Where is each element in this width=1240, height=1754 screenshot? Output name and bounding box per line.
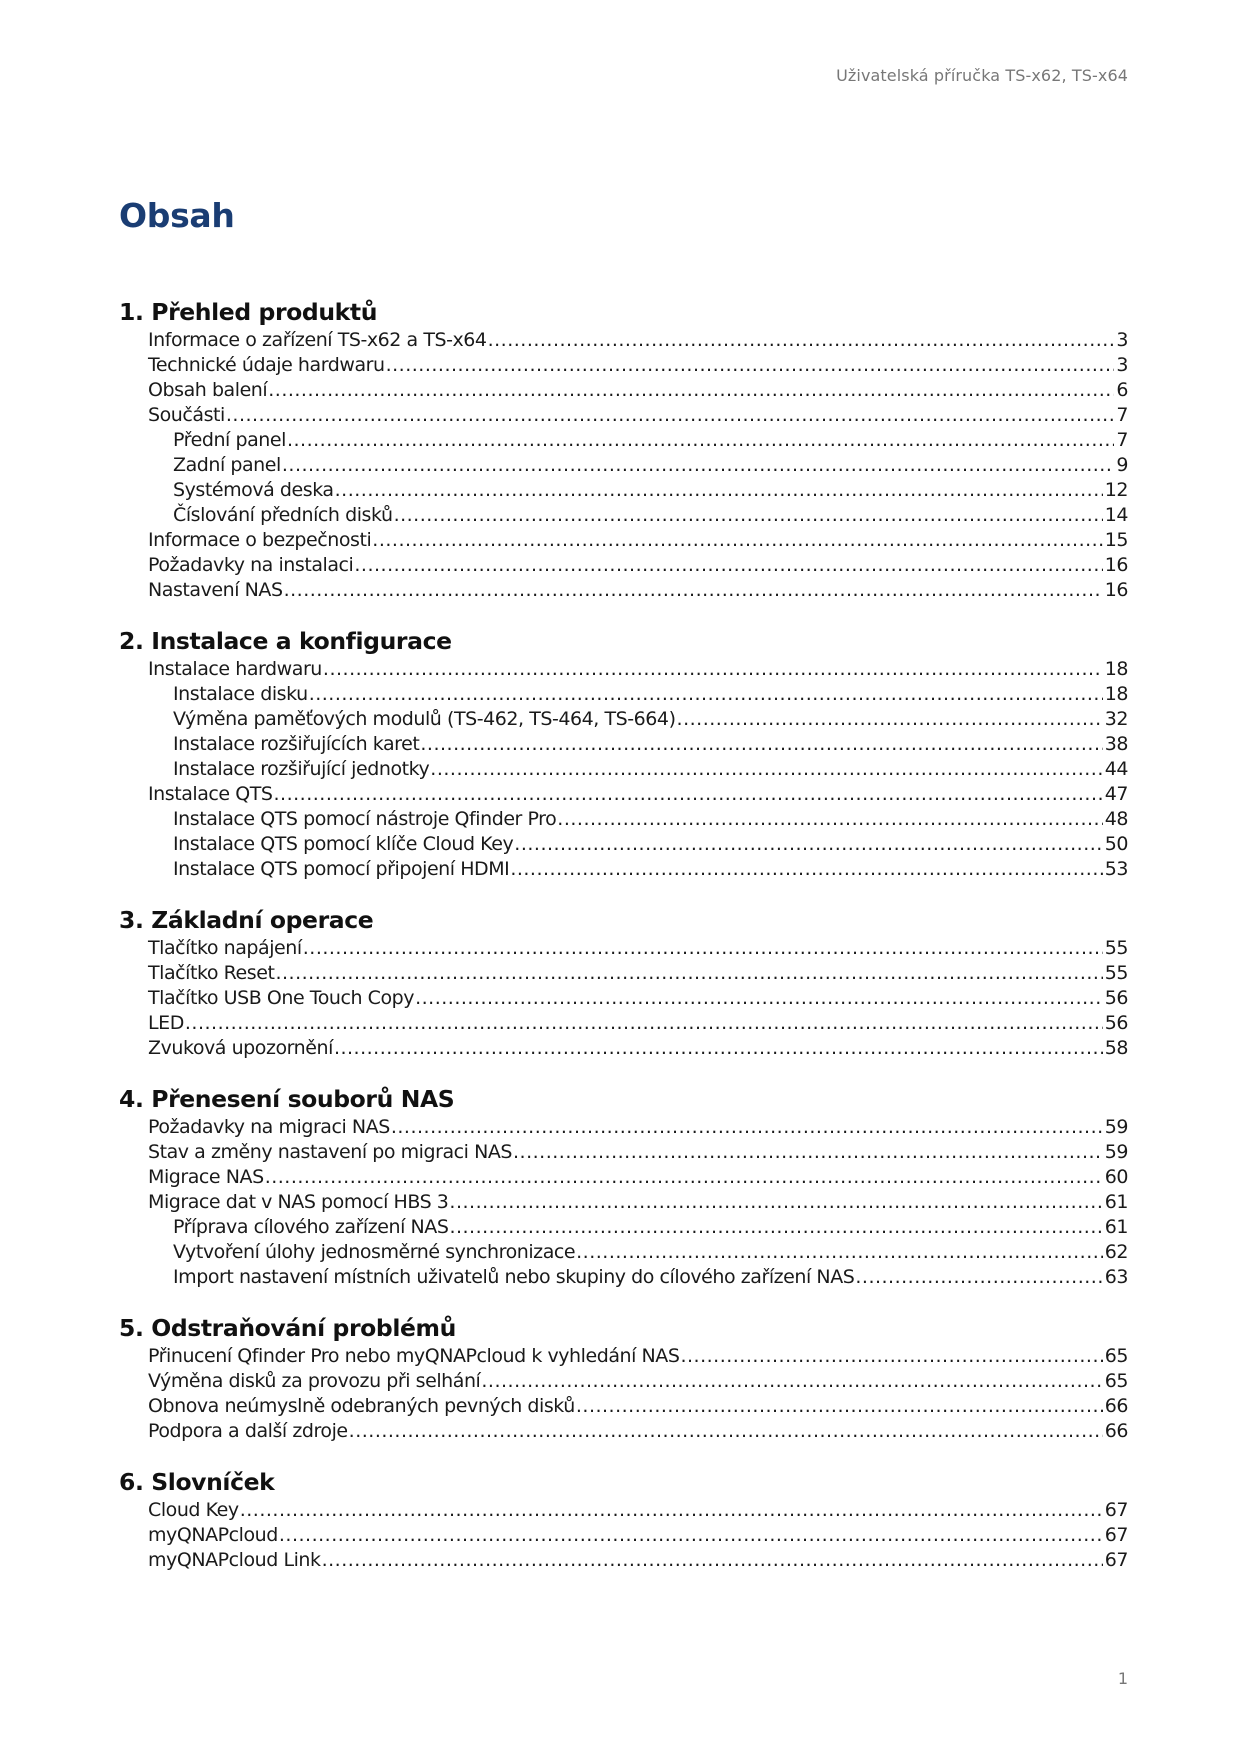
dot-leader: [322, 1548, 1103, 1573]
dot-leader: [514, 832, 1102, 857]
toc-entry[interactable]: [119, 986, 1128, 1011]
toc-page-number: 16: [1104, 554, 1128, 576]
dot-leader: [557, 807, 1102, 832]
toc-entry-label: Instalace disku: [173, 683, 308, 705]
dot-leader: [335, 478, 1103, 503]
dot-leader: [287, 428, 1114, 453]
dot-leader: [303, 936, 1103, 961]
toc-entry-label: Výměna disků za provozu při selhání: [148, 1370, 481, 1392]
toc-section: [119, 1466, 1128, 1573]
section-heading[interactable]: 4. Přenesení souborů NAS: [119, 1085, 455, 1113]
toc-entry-label: Instalace QTS pomocí klíče Cloud Key: [173, 833, 514, 855]
dot-leader: [334, 1036, 1103, 1061]
running-header: Uživatelská příručka TS-x62, TS-x64: [836, 66, 1128, 85]
toc-subentry[interactable]: [119, 1215, 1128, 1240]
dot-leader: [394, 503, 1103, 528]
toc-entry[interactable]: [119, 657, 1128, 682]
toc-entry[interactable]: [119, 1548, 1128, 1573]
dot-leader: [279, 1523, 1103, 1548]
section-heading[interactable]: 2. Instalace a konfigurace: [119, 627, 452, 655]
toc-entry-label: Vytvoření úlohy jednosměrné synchronizace: [173, 1241, 576, 1263]
toc-section: [119, 296, 1128, 603]
toc-page-number: 14: [1104, 504, 1128, 526]
toc-entry-label: Instalace QTS pomocí nástroje Qfinder Pro: [173, 808, 557, 830]
dot-leader: [855, 1265, 1102, 1290]
page-number: 1: [1117, 1669, 1128, 1688]
toc-entry-label: Systémová deska: [173, 479, 334, 501]
toc-entry-label: Zvuková upozornění: [148, 1037, 333, 1059]
toc-entry-label: Nastavení NAS: [148, 579, 283, 601]
dot-leader: [430, 757, 1102, 782]
toc-subentry[interactable]: [119, 757, 1128, 782]
toc-entry[interactable]: [119, 1115, 1128, 1140]
toc-subentry[interactable]: [119, 1265, 1128, 1290]
toc-subentry[interactable]: [119, 857, 1128, 882]
toc-entry-label: Přinucení Qfinder Pro nebo myQNAPcloud k vyhledání NAS: [148, 1345, 680, 1367]
toc-entry-label: Tlačítko napájení: [148, 937, 302, 959]
toc-section: [119, 625, 1128, 882]
toc-subentry[interactable]: [119, 682, 1128, 707]
dot-leader: [677, 707, 1103, 732]
toc-entry-label: LED: [148, 1012, 184, 1034]
toc-entry[interactable]: [119, 1190, 1128, 1215]
toc-entry-label: myQNAPcloud: [148, 1524, 278, 1546]
dot-leader: [284, 578, 1103, 603]
toc-page-number: 16: [1104, 579, 1128, 601]
dot-leader: [354, 553, 1102, 578]
toc-entry-label: Požadavky na instalaci: [148, 554, 354, 576]
toc-entry-label: Stav a změny nastavení po migraci NAS: [148, 1141, 512, 1163]
dot-leader: [391, 1115, 1103, 1140]
toc-page-number: 65: [1104, 1345, 1128, 1367]
toc-page-number: 59: [1104, 1141, 1128, 1163]
table-of-contents: [119, 296, 1128, 1595]
toc-page-number: 32: [1104, 708, 1128, 730]
toc-page-number: 3: [1116, 354, 1128, 376]
toc-entry-label: Číslování předních disků: [173, 504, 393, 526]
document-title: Obsah: [119, 196, 235, 235]
dot-leader: [420, 732, 1102, 757]
toc-entry[interactable]: [119, 1036, 1128, 1061]
toc-entry[interactable]: [119, 1344, 1128, 1369]
toc-page-number: 55: [1104, 962, 1128, 984]
dot-leader: [372, 528, 1102, 553]
toc-entry[interactable]: [119, 1011, 1128, 1036]
toc-entry-label: Instalace rozšiřující jednotky: [173, 758, 430, 780]
toc-entry[interactable]: [119, 1140, 1128, 1165]
toc-entry-label: Příprava cílového zařízení NAS: [173, 1216, 449, 1238]
toc-page-number: 66: [1104, 1420, 1128, 1442]
dot-leader: [323, 657, 1103, 682]
toc-entry-label: Instalace hardwaru: [148, 658, 322, 680]
toc-section: [119, 1083, 1128, 1290]
toc-entry-label: Technické údaje hardwaru: [148, 354, 385, 376]
toc-page-number: 55: [1104, 937, 1128, 959]
dot-leader: [513, 1140, 1103, 1165]
toc-page-number: 3: [1116, 329, 1128, 351]
toc-entry-label: Instalace rozšiřujících karet: [173, 733, 420, 755]
toc-subentry[interactable]: [119, 503, 1128, 528]
toc-entry[interactable]: [119, 353, 1128, 378]
toc-entry[interactable]: [119, 1419, 1128, 1444]
toc-page-number: 15: [1104, 529, 1128, 551]
toc-page-number: 18: [1104, 683, 1128, 705]
toc-entry[interactable]: [119, 328, 1128, 353]
toc-section: [119, 1312, 1128, 1444]
dot-leader: [488, 328, 1115, 353]
toc-page-number: 47: [1104, 783, 1128, 805]
toc-entry-label: Tlačítko Reset: [148, 962, 275, 984]
toc-page-number: 50: [1104, 833, 1128, 855]
toc-entry-label: Tlačítko USB One Touch Copy: [148, 987, 415, 1009]
toc-page-number: 56: [1104, 1012, 1128, 1034]
toc-page-number: 60: [1104, 1166, 1128, 1188]
toc-page-number: 56: [1104, 987, 1128, 1009]
toc-entry-label: Instalace QTS pomocí připojení HDMI: [173, 858, 510, 880]
toc-entry[interactable]: [119, 553, 1128, 578]
toc-page-number: 44: [1104, 758, 1128, 780]
toc-page-number: 6: [1116, 379, 1128, 401]
toc-entry-label: Podpora a další zdroje: [148, 1420, 348, 1442]
toc-entry-label: Migrace dat v NAS pomocí HBS 3: [148, 1191, 449, 1213]
toc-entry[interactable]: [119, 1165, 1128, 1190]
toc-subentry[interactable]: [119, 478, 1128, 503]
toc-page-number: 38: [1104, 733, 1128, 755]
toc-entry[interactable]: [119, 378, 1128, 403]
dot-leader: [265, 1165, 1103, 1190]
dot-leader: [449, 1215, 1102, 1240]
toc-page-number: 7: [1116, 429, 1128, 451]
dot-leader: [275, 961, 1102, 986]
toc-entry-label: myQNAPcloud Link: [148, 1549, 321, 1571]
toc-entry-label: Informace o bezpečnosti: [148, 529, 372, 551]
dot-leader: [576, 1240, 1103, 1265]
dot-leader: [185, 1011, 1103, 1036]
toc-page-number: 65: [1104, 1370, 1128, 1392]
dot-leader: [268, 378, 1114, 403]
toc-page-number: 67: [1104, 1499, 1128, 1521]
dot-leader: [274, 782, 1103, 807]
toc-entry[interactable]: [119, 936, 1128, 961]
toc-page-number: 53: [1104, 858, 1128, 880]
toc-page-number: 63: [1104, 1266, 1128, 1288]
dot-leader: [309, 682, 1103, 707]
toc-subentry[interactable]: [119, 453, 1128, 478]
dot-leader: [282, 453, 1115, 478]
dot-leader: [349, 1419, 1103, 1444]
toc-page-number: 18: [1104, 658, 1128, 680]
section-heading[interactable]: 3. Základní operace: [119, 906, 374, 934]
toc-entry-label: Obsah balení: [148, 379, 268, 401]
dot-leader: [415, 986, 1103, 1011]
toc-page-number: 67: [1104, 1549, 1128, 1571]
toc-page-number: 66: [1104, 1395, 1128, 1417]
toc-subentry[interactable]: [119, 807, 1128, 832]
section-heading[interactable]: 6. Slovníček: [119, 1468, 275, 1496]
toc-page-number: 61: [1104, 1191, 1128, 1213]
dot-leader: [240, 1498, 1103, 1523]
toc-entry-label: Import nastavení místních uživatelů nebo skupiny do cílového zařízení NAS: [173, 1266, 855, 1288]
toc-entry[interactable]: [119, 961, 1128, 986]
section-heading[interactable]: 5. Odstraňování problémů: [119, 1314, 456, 1342]
toc-section: [119, 904, 1128, 1061]
toc-entry-label: Požadavky na migraci NAS: [148, 1116, 390, 1138]
toc-entry-label: Cloud Key: [148, 1499, 239, 1521]
toc-entry[interactable]: [119, 1394, 1128, 1419]
toc-subentry[interactable]: [119, 1240, 1128, 1265]
toc-subentry[interactable]: [119, 428, 1128, 453]
toc-page-number: 67: [1104, 1524, 1128, 1546]
toc-entry[interactable]: [119, 1498, 1128, 1523]
toc-entry-label: Migrace NAS: [148, 1166, 264, 1188]
toc-page-number: 12: [1104, 479, 1128, 501]
toc-page-number: 48: [1104, 808, 1128, 830]
toc-entry[interactable]: [119, 1523, 1128, 1548]
toc-entry-label: Zadní panel: [173, 454, 281, 476]
toc-entry[interactable]: [119, 528, 1128, 553]
toc-subentry[interactable]: [119, 707, 1128, 732]
toc-entry-label: Obnova neúmyslně odebraných pevných disků: [148, 1395, 575, 1417]
toc-entry[interactable]: [119, 403, 1128, 428]
dot-leader: [680, 1344, 1102, 1369]
toc-entry[interactable]: [119, 578, 1128, 603]
toc-subentry[interactable]: [119, 732, 1128, 757]
toc-entry[interactable]: [119, 782, 1128, 807]
dot-leader: [481, 1369, 1102, 1394]
toc-page-number: 9: [1116, 454, 1128, 476]
dot-leader: [386, 353, 1115, 378]
toc-subentry[interactable]: [119, 832, 1128, 857]
dot-leader: [226, 403, 1115, 428]
toc-page-number: 7: [1116, 404, 1128, 426]
toc-entry-label: Informace o zařízení TS-x62 a TS-x64: [148, 329, 487, 351]
toc-page-number: 62: [1104, 1241, 1128, 1263]
toc-entry-label: Výměna paměťových modulů (TS-462, TS-464, TS-664): [173, 708, 676, 730]
dot-leader: [510, 857, 1102, 882]
toc-page-number: 61: [1104, 1216, 1128, 1238]
toc-entry[interactable]: [119, 1369, 1128, 1394]
toc-entry-label: Součásti: [148, 404, 225, 426]
toc-page-number: 59: [1104, 1116, 1128, 1138]
toc-entry-label: Instalace QTS: [148, 783, 273, 805]
toc-page-number: 58: [1104, 1037, 1128, 1059]
dot-leader: [449, 1190, 1102, 1215]
section-heading[interactable]: 1. Přehled produktů: [119, 298, 378, 326]
dot-leader: [576, 1394, 1103, 1419]
toc-entry-label: Přední panel: [173, 429, 286, 451]
